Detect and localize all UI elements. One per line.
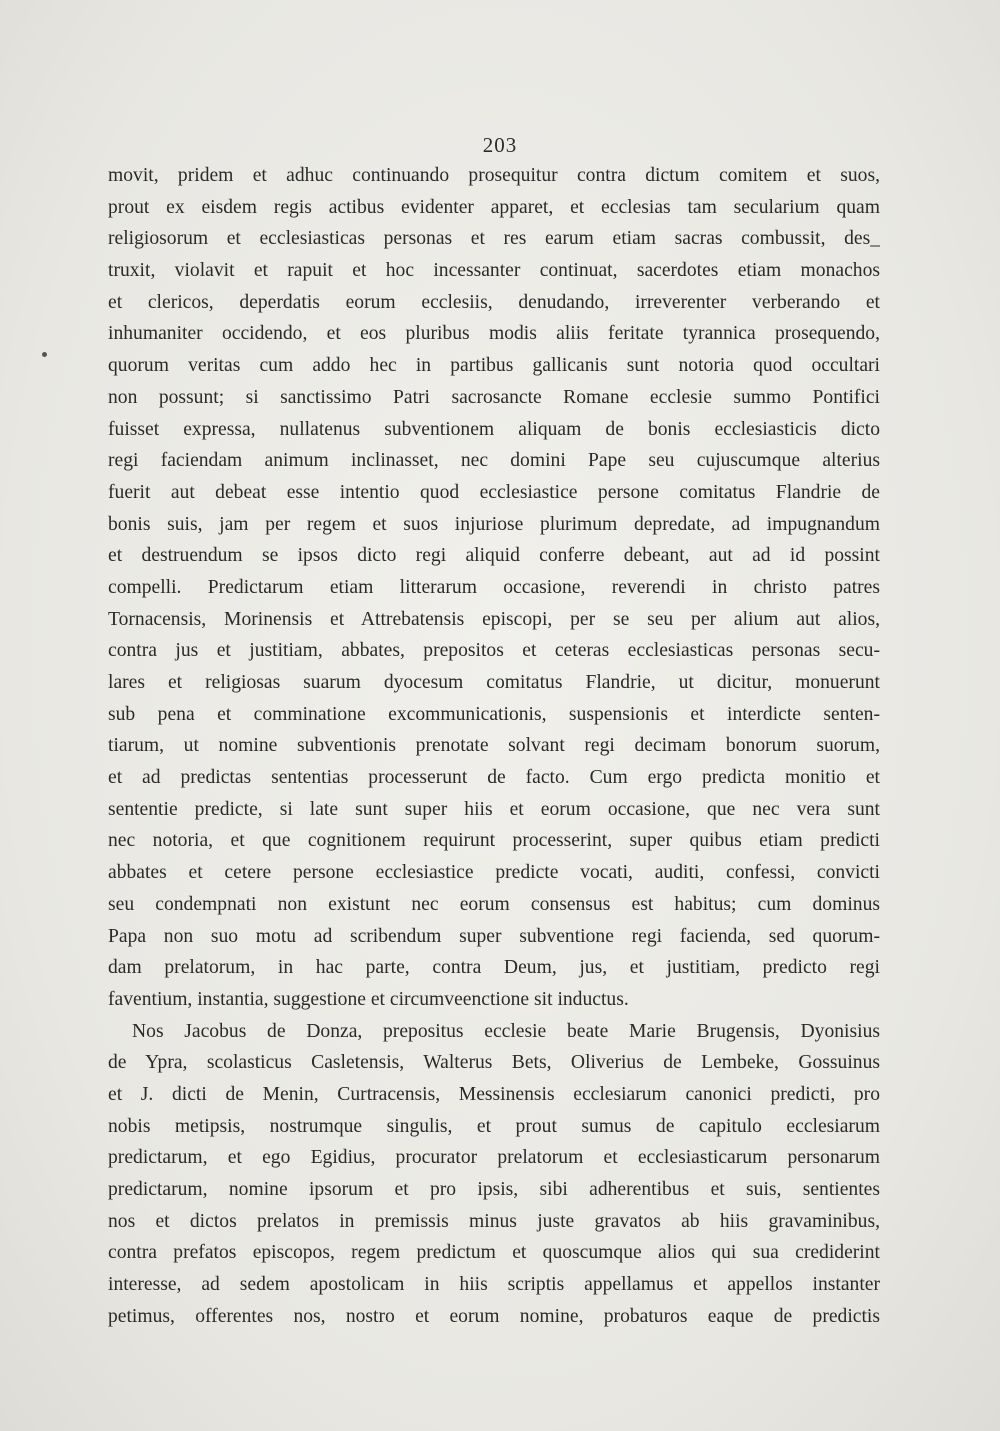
text-line: faventium, instantia, suggestione et circumveenctione sit inductus. [108,988,629,1010]
paragraph-2 [108,1016,880,1333]
text-line: nec notoria, et que cognitionem requirunt processerint, super quibus etiam predicti [108,830,880,852]
text-line: abbates et cetere persone ecclesiastice predicte vocati, auditi, confessi, convicti [108,862,880,884]
text-line: quorum veritas cum addo hec in partibus gallicanis sunt notoria quod occultari [108,355,880,377]
text-line: bonis suis, jam per regem et suos injuriose plurimum depredate, ad impugnandum [108,513,880,535]
text-line: seu condempnati non existunt nec eorum consensus est habitus; cum dominus [108,893,880,915]
text-line: Papa non suo motu ad scribendum super subventione regi facienda, sed quorum- [108,925,880,947]
text-line: nobis metipsis, nostrumque singulis, et prout sumus de capitulo ecclesiarum [108,1115,880,1137]
text-line: et ad predictas sententias processerunt de facto. Cum ergo predicta monitio et [108,767,880,789]
text-line: truxit, violavit et rapuit et hoc incessanter continuat, sacerdotes etiam monachos [108,260,880,282]
text-line: interesse, ad sedem apostolicam in hiis scriptis appellamus et appellos instanter [108,1274,880,1296]
text-line: predictarum, et ego Egidius, procurator prelatorum et ecclesiasticarum personarum [108,1147,880,1169]
text-line: et destruendum se ipsos dicto regi aliquid conferre debeant, aut ad id possint [108,545,880,567]
text-line: de Ypra, scolasticus Casletensis, Walterus Bets, Oliverius de Lembeke, Gossuinus [108,1052,880,1074]
text-line: et J. dicti de Menin, Curtracensis, Messinensis ecclesiarum canonici predicti, pro [108,1083,880,1105]
text-line: movit, pridem et adhuc continuando prosequitur contra dictum comitem et suos, [108,165,880,186]
text-line: contra prefatos episcopos, regem predictum et quoscumque alios qui sua crediderint [108,1242,880,1264]
text-line: fuisset expressa, nullatenus subventionem aliquam de bonis ecclesiasticis dicto [108,418,880,440]
text-line: nos et dictos prelatos in premissis minus juste gravatos ab hiis gravaminibus, [108,1210,880,1232]
text-line: predictarum, nomine ipsorum et pro ipsis, sibi adherentibus et suis, sentientes [108,1179,880,1200]
text-line: fuerit aut debeat esse intentio quod ecclesiastice persone comitatus Flandrie de [108,481,880,503]
text-line: petimus, offerentes nos, nostro et eorum nomine, probaturos eaque de predictis [108,1305,880,1327]
text-line: sub pena et comminatione excommunicationis, suspensionis et interdicte senten- [108,703,880,725]
text-line: Nos Jacobus de Donza, prepositus ecclesie beate Marie Brugensis, Dyonisius [132,1020,880,1042]
text-line: inhumaniter occidendo, et eos pluribus modis aliis feritate tyrannica prosequendo, [108,323,880,345]
text-line: prout ex eisdem regis actibus evidenter apparet, et ecclesias tam secularium quam [108,196,880,218]
paragraph-1 [108,160,880,1016]
text-line: contra jus et justitiam, abbates, prepositos et ceteras ecclesiasticas personas secu- [108,640,880,662]
text-line: et clericos, deperdatis eorum ecclesiis, denudando, irreverenter verberando et [108,291,880,313]
page-number: 203 [482,133,518,157]
text-line: religiosorum et ecclesiasticas personas et res earum etiam sacras combussit, des_ [108,228,880,250]
text-line: tiarum, ut nomine subventionis prenotate solvant regi decimam bonorum suorum, [108,735,880,757]
text-line: dam prelatorum, in hac parte, contra Deum, jus, et justitiam, predicto regi [108,957,880,979]
text-line: lares et religiosas suarum dyocesum comitatus Flandrie, ut dicitur, monuerunt [108,672,880,693]
text-line: Tornacensis, Morinensis et Attrebatensis episcopi, per se seu per alium aut alios, [108,608,880,630]
text-line: non possunt; si sanctissimo Patri sacrosancte Romane ecclesie summo Pontifici [108,386,880,408]
text-line: regi faciendam animum inclinasset, nec domini Pape seu cujuscumque alterius [108,450,880,472]
margin-speck [42,352,47,357]
text-line: compelli. Predictarum etiam litterarum occasione, reverendi in christo patres [108,576,880,598]
body-text [108,160,880,1332]
text-line: sententie predicte, si late sunt super hiis et eorum occasione, que nec vera sunt [108,798,880,820]
